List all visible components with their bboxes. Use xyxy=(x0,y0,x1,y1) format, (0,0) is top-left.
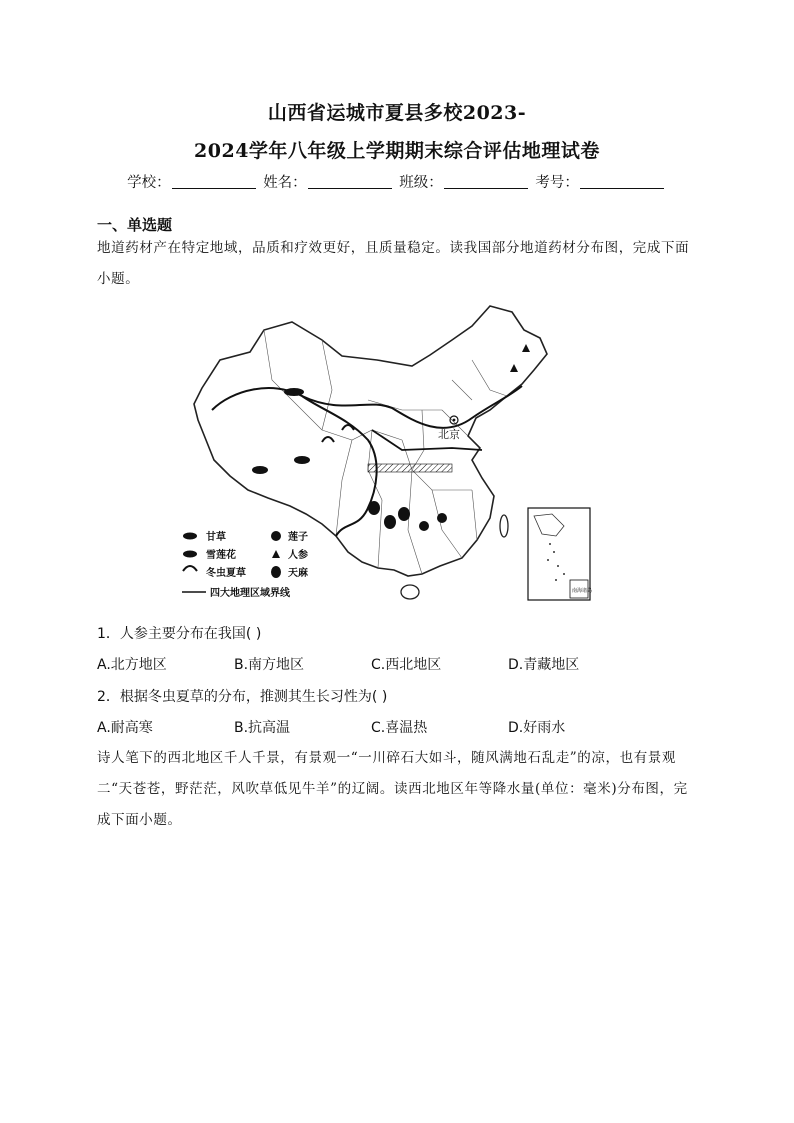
legend-dongchong: 冬虫夏草 xyxy=(206,568,246,579)
q1-option-c[interactable]: C.西北地区 xyxy=(371,657,442,673)
tianma-symbol xyxy=(398,507,410,521)
q2-option-b[interactable]: B.抗高温 xyxy=(234,720,291,736)
legend-lianzi: 莲子 xyxy=(288,532,308,543)
region-boundary-line xyxy=(212,386,522,428)
northwest-boundary-line xyxy=(372,430,482,450)
taiwan-island xyxy=(500,515,508,537)
hainan-island xyxy=(401,585,419,599)
legend-boundary: 四大地理区域界线 xyxy=(210,588,290,599)
exam-title-line1: 山西省运城市夏县多校2023- xyxy=(267,102,527,124)
tibet-boundary-line xyxy=(302,396,377,536)
qinling-huaihe-zone xyxy=(368,464,452,472)
school-label: 学校： xyxy=(127,175,171,191)
xuelianhua-symbol xyxy=(252,466,268,474)
class-field[interactable] xyxy=(444,174,528,189)
question-2-stem: 2．根据冬虫夏草的分布，推测其生长习性为( ) xyxy=(97,689,388,705)
inset-label: 南海诸岛 xyxy=(572,588,593,594)
legend-xuelianhua: 雪莲花 xyxy=(206,550,236,561)
map-legend xyxy=(182,530,308,599)
china-herb-map xyxy=(172,300,612,608)
lianzi-symbol xyxy=(419,521,429,531)
passage-1: 地道药材产在特定地域，品质和疗效更好，且质量稳定。读我国部分地道药材分布图，完成下面小题。 xyxy=(97,240,690,287)
legend-tianma: 天麻 xyxy=(288,568,308,579)
beijing-label: 北京 xyxy=(438,428,460,441)
question-1-stem: 1．人参主要分布在我国( ) xyxy=(97,626,262,642)
q1-option-d[interactable]: D.青藏地区 xyxy=(508,657,580,673)
dongchong-symbol xyxy=(322,437,334,442)
school-field[interactable] xyxy=(172,174,256,189)
name-label: 姓名： xyxy=(263,175,307,191)
renshen-symbol xyxy=(510,364,518,372)
south-china-sea-inset xyxy=(528,508,592,600)
question-2-options xyxy=(97,717,717,737)
gancao-symbol xyxy=(284,388,304,396)
exam-title-line2: 2024学年八年级上学期期末综合评估地理试卷 xyxy=(194,140,600,162)
q1-option-a[interactable]: A.北方地区 xyxy=(97,657,167,673)
q2-option-a[interactable]: A.耐高寒 xyxy=(97,720,153,736)
name-field[interactable] xyxy=(308,174,392,189)
exam-number-field[interactable] xyxy=(580,174,664,189)
q2-option-c[interactable]: C.喜温热 xyxy=(371,720,428,736)
lianzi-symbol xyxy=(437,513,447,523)
exam-number-label: 考号： xyxy=(535,175,579,191)
tianma-symbol xyxy=(384,515,396,529)
legend-renshen: 人参 xyxy=(288,550,308,561)
student-info-row xyxy=(0,171,794,192)
xuelianhua-symbol xyxy=(294,456,310,464)
renshen-symbol xyxy=(522,344,530,352)
passage-2: 诗人笔下的西北地区千人千景，有景观一“一川碎石大如斗，随风满地石乱走”的凉，也有景观二“天苍苍，野茫茫，风吹草低见牛羊”的辽阔。读西北地区年等降水量(单位：毫米)分布图，完成下面小题。 xyxy=(97,750,688,828)
herb-symbols xyxy=(252,344,530,531)
question-1-options xyxy=(97,654,717,674)
china-outline xyxy=(194,306,547,576)
q1-option-b[interactable]: B.南方地区 xyxy=(234,657,305,673)
q2-option-d[interactable]: D.好雨水 xyxy=(508,720,566,736)
section-heading: 一、单选题 xyxy=(97,216,173,234)
legend-gancao: 甘草 xyxy=(206,532,226,543)
tianma-symbol xyxy=(368,501,380,515)
class-label: 班级： xyxy=(399,175,443,191)
